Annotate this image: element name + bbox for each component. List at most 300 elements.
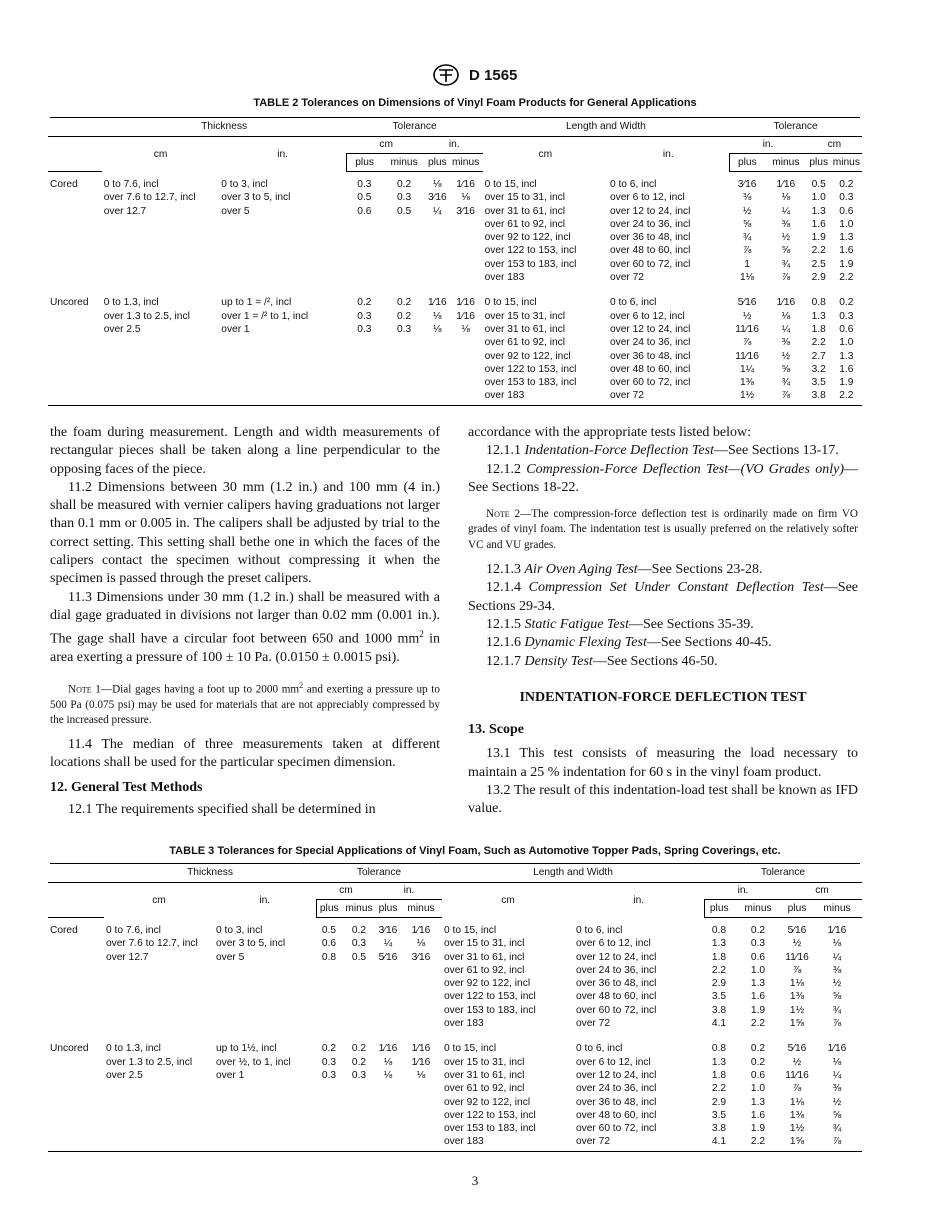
table-cell: ½ <box>781 350 791 362</box>
table-cell: 0.6 <box>321 938 337 950</box>
right-column <box>468 424 858 819</box>
table-cell <box>104 1135 214 1151</box>
table-cell <box>347 271 383 290</box>
row-group-label <box>48 1096 104 1109</box>
table3-thickness-header: Thickness <box>104 864 316 883</box>
table-cell: 0.5 <box>321 925 337 936</box>
table-row <box>48 323 862 336</box>
table-cell: 0.3 <box>839 310 854 322</box>
table-row <box>48 290 862 309</box>
table-cell <box>219 376 346 389</box>
table-cell: 5⁄16 <box>378 951 398 963</box>
table-cell: over 5 <box>221 205 250 217</box>
table-cell <box>426 218 449 231</box>
table-cell: 0.3 <box>321 1069 337 1081</box>
table-cell: over 12.7 <box>106 951 149 963</box>
table-cell <box>316 1004 342 1017</box>
table-cell: 2.2 <box>811 245 826 257</box>
table-cell <box>382 363 426 376</box>
table-cell <box>347 258 383 271</box>
table-row <box>48 1122 862 1135</box>
paragraph-11-4: 11.4 The median of three measurements taken at different locations shall be used for the particular specimen dimension. <box>50 737 440 771</box>
table-cell <box>347 389 383 405</box>
table2-minus-header: minus <box>831 154 862 172</box>
table-cell <box>219 244 346 257</box>
table-cell <box>316 977 342 990</box>
paragraph-13-1: 13.1 This test consists of measuring the load necessary to maintain a 25 % indentation for 60 s in the vinyl foam product. <box>468 746 858 780</box>
table-cell <box>316 990 342 1003</box>
table3-tol-cm-header: cm <box>339 885 353 897</box>
table-cell: 0.6 <box>357 205 372 217</box>
table-cell <box>426 271 449 290</box>
row-group-label <box>48 205 102 218</box>
table2-length-width-header: Length and Width <box>483 118 730 137</box>
section-heading-ifd: INDENTATION-FORCE DEFLECTION TEST <box>519 689 807 705</box>
table-row <box>48 1056 862 1069</box>
table-cell: over 12.7 <box>103 205 147 217</box>
table-row <box>48 231 862 244</box>
table3-length-width-header: Length and Width <box>442 864 704 883</box>
table-cell: 0.2 <box>750 1056 766 1068</box>
table-cell <box>426 231 449 244</box>
table3-plus-header: plus <box>376 900 400 918</box>
table-cell: over 24 to 36, incl <box>609 218 691 230</box>
table-cell: 1.0 <box>811 192 826 204</box>
table-cell: 5⁄16 <box>787 925 807 936</box>
table-cell: 5⁄16 <box>737 297 757 309</box>
table-cell: over 1 <box>221 323 250 335</box>
table-cell: 1⁄16 <box>411 1056 431 1068</box>
table-cell: over 12 to 24, incl <box>576 951 657 963</box>
table-cell: over 2.5 <box>106 1069 143 1081</box>
table-row <box>48 977 862 990</box>
table-cell: over 183 <box>483 389 608 405</box>
table-cell: 1⅛ <box>789 1096 805 1108</box>
table-cell: over 72 <box>608 389 729 405</box>
table-cell: 1⅛ <box>739 272 755 284</box>
table3-tol2-cm-header: cm <box>815 885 829 897</box>
table-row <box>48 376 862 389</box>
table2-tol2-in-header: in. <box>762 139 774 151</box>
table-cell: over 92 to 122, incl <box>484 350 571 362</box>
table-cell: 1.3 <box>750 1096 766 1108</box>
table3-plus-header: plus <box>316 900 342 918</box>
table-cell: ½ <box>792 938 802 950</box>
table-cell <box>400 1109 442 1122</box>
table-cell: 0.2 <box>839 179 854 190</box>
table-cell <box>102 258 220 271</box>
table-cell <box>342 1109 376 1122</box>
table-cell <box>347 231 383 244</box>
table-cell: 3⁄16 <box>411 951 431 963</box>
table-cell: ¾ <box>832 1004 842 1016</box>
table-cell <box>214 1122 316 1135</box>
table-cell: over 36 to 48, incl <box>576 1096 657 1108</box>
table-cell: 1.3 <box>750 978 766 990</box>
table-cell: 1⅝ <box>782 1135 812 1151</box>
table-cell <box>316 1096 342 1109</box>
table-cell: 0.6 <box>750 951 766 963</box>
table-cell: 1⅜ <box>789 991 805 1003</box>
table-cell <box>347 336 383 349</box>
table-cell: 0 to 15, incl <box>484 178 537 190</box>
table-cell: ¼ <box>832 1069 842 1081</box>
table-cell: over 48 to 60, incl <box>609 245 691 257</box>
table-row <box>48 951 862 964</box>
table-row <box>48 1036 862 1055</box>
table-cell: ⅛ <box>461 192 470 204</box>
table-cell: 0.3 <box>351 1069 367 1081</box>
table-cell: 3⁄16 <box>456 205 475 217</box>
table-row <box>48 205 862 218</box>
table-cell: 3.5 <box>811 377 826 389</box>
table-cell: 1.0 <box>839 337 854 349</box>
table-row <box>48 1082 862 1095</box>
table-cell: 3.8 <box>807 389 831 405</box>
table-cell: ½ <box>832 978 842 990</box>
astm-logo-icon <box>433 64 459 86</box>
table-cell: ⅞ <box>792 964 802 976</box>
table-cell <box>316 1122 342 1135</box>
row-group-label <box>48 310 102 323</box>
table-cell: 3.8 <box>711 1123 727 1135</box>
table-cell: 4.1 <box>704 1135 734 1151</box>
table-cell <box>342 1135 376 1151</box>
table2-in-header: in. <box>277 148 289 160</box>
table-cell: over 36 to 48, incl <box>576 978 657 990</box>
table-cell: up to 1½, incl <box>216 1043 277 1055</box>
table-cell <box>347 376 383 389</box>
row-group-label <box>48 1004 104 1017</box>
table-cell <box>382 350 426 363</box>
table-cell: over 24 to 36, incl <box>609 337 691 349</box>
table-cell <box>102 376 220 389</box>
paragraph-11-3: 11.3 Dimensions under 30 mm (1.2 in.) shall be measured with a dial gage graduated in divisions not larger than 0.02 mm (0.001 in.). The gage shall have a circular foot between 650 and 1000 $mm^2$ in area exerting a pressure of 100 ± 10 Pa. (0.0150 ± 0.0015 psi). <box>50 589 440 666</box>
table-cell: 0.2 <box>750 1043 766 1055</box>
note-1: Note 1—Dial gages having a foot up to 2000 $mm^2$ and exerting a pressure up to 500 Pa (0.075 psi) may be used for materials that are not appreciably compressed by the increased pressure. <box>50 680 440 726</box>
table-cell: over 6 to 12, incl <box>609 192 685 204</box>
table-cell: ¼ <box>433 205 442 217</box>
table-cell: ½ <box>781 232 791 244</box>
table-cell: 1.9 <box>839 258 854 270</box>
table-cell: over 60 to 72, incl <box>609 258 691 270</box>
table-cell <box>104 964 214 977</box>
table-cell: over 6 to 12, incl <box>576 938 651 950</box>
table-cell <box>400 990 442 1003</box>
table2-tol-in-header: in. <box>448 139 460 151</box>
table-cell: 1⁄16 <box>776 179 796 190</box>
row-group-label <box>48 951 104 964</box>
table-cell <box>219 271 346 290</box>
table-cell: 1.8 <box>711 1069 727 1081</box>
table-cell: ⅞ <box>812 1135 862 1151</box>
table-cell: over 3 to 5, incl <box>216 938 286 950</box>
table-cell <box>449 218 483 231</box>
table-row <box>48 964 862 977</box>
table-cell: over 1 <box>216 1069 245 1081</box>
table-row <box>48 310 862 323</box>
item-12-1-4: 12.1.4 Compression Set Under Constant Deflection Test—See Sections 29-34. <box>468 580 859 614</box>
row-group-label <box>48 323 102 336</box>
table-cell: ¾ <box>742 232 752 244</box>
table2-tol2-cm-header: cm <box>827 139 842 151</box>
table-cell <box>104 1096 214 1109</box>
table-cell: 11⁄16 <box>735 350 759 362</box>
table-cell <box>376 977 400 990</box>
table-cell: over 15 to 31, incl <box>484 192 566 204</box>
table-cell: 2.2 <box>831 389 862 405</box>
table-cell: 0.6 <box>839 205 854 217</box>
table-cell <box>219 231 346 244</box>
table2-minus-header: minus <box>382 154 426 172</box>
table-cell <box>400 1122 442 1135</box>
table-cell: ⅝ <box>832 991 842 1003</box>
table-cell: 0 to 6, incl <box>609 178 657 190</box>
table3-minus-header: minus <box>734 900 782 918</box>
table-cell: 1⁄16 <box>427 297 447 309</box>
table-cell: 5⁄16 <box>787 1043 807 1055</box>
table-cell: 1.0 <box>750 964 766 976</box>
table-cell: over 72 <box>574 1135 704 1151</box>
table-cell: ⅛ <box>416 938 426 950</box>
table-cell: over 122 to 153, incl <box>444 1109 536 1121</box>
table-cell: over 60 to 72, incl <box>609 377 691 389</box>
table-cell <box>342 1017 376 1036</box>
table-cell: 0 to 6, incl <box>576 1043 623 1055</box>
table2 <box>48 118 862 406</box>
table-cell: over 6 to 12, incl <box>609 310 685 322</box>
row-group-label <box>48 1056 104 1069</box>
table-cell <box>214 1017 316 1036</box>
table-cell <box>426 258 449 271</box>
table-cell <box>382 389 426 405</box>
table-cell: over 92 to 122, incl <box>444 978 531 990</box>
table-cell <box>102 244 220 257</box>
row-group-label: Uncored <box>50 1043 89 1055</box>
table-cell: over 153 to 183, incl <box>444 1004 536 1016</box>
row-group-label <box>48 231 102 244</box>
table-cell: over 48 to 60, incl <box>576 991 657 1003</box>
table2-caption: TABLE 2 Tolerances on Dimensions of Vinyl Foam Products for General Applications <box>253 97 697 109</box>
table-cell <box>102 363 220 376</box>
table-cell: 0.3 <box>397 323 412 335</box>
table-cell <box>104 977 214 990</box>
table-cell: over 36 to 48, incl <box>609 232 691 244</box>
table-cell: 1.6 <box>811 218 826 230</box>
table-cell: ⅜ <box>781 218 791 230</box>
row-group-label <box>48 363 102 376</box>
table3-body <box>48 918 862 1152</box>
table-cell: 2.9 <box>811 272 826 284</box>
table-cell: ⅝ <box>781 245 791 257</box>
table-cell: ⅜ <box>781 337 791 349</box>
table-cell: 0 to 15, incl <box>444 924 497 936</box>
table-cell: over 1.3 to 2.5, incl <box>103 310 190 322</box>
table-cell: 0.2 <box>357 297 372 309</box>
table-row <box>48 1017 862 1036</box>
paragraph-12-1: 12.1 The requirements specified shall be determined in <box>68 802 376 818</box>
table-cell <box>376 1096 400 1109</box>
table-cell: ⅛ <box>433 179 442 190</box>
table-cell: ½ <box>742 310 752 322</box>
table3-tol-in-header: in. <box>403 885 415 897</box>
section-12-heading: 12. General Test Methods <box>50 779 203 795</box>
table-cell <box>426 336 449 349</box>
table2-cm-header: cm <box>153 148 168 160</box>
table-row <box>48 172 862 192</box>
table-cell: ½ <box>832 1096 842 1108</box>
table-cell: ⅞ <box>832 1018 842 1030</box>
row-group-label <box>48 1069 104 1082</box>
table-cell: ⅝ <box>742 218 752 230</box>
table-cell <box>376 990 400 1003</box>
table-cell: 1.9 <box>839 377 854 389</box>
table-cell: 0.3 <box>750 938 766 950</box>
table2-plus-header: plus <box>426 154 449 172</box>
table3 <box>48 864 862 1152</box>
standard-designation: D 1565 <box>469 66 518 84</box>
table-cell <box>382 231 426 244</box>
table-cell: 1⅜ <box>789 1109 805 1121</box>
table-cell <box>104 990 214 1003</box>
table-cell: ⅝ <box>832 1109 842 1121</box>
table3-caption: TABLE 3 Tolerances for Special Applications of Vinyl Foam, Such as Automotive Topper Pads, Spring Coverings, etc. <box>169 845 781 857</box>
table-cell: ½ <box>792 1056 802 1068</box>
table-cell: over 12 to 24, incl <box>576 1069 657 1081</box>
table-cell: 3⁄16 <box>378 925 398 936</box>
table-cell: 1.3 <box>811 205 826 217</box>
table2-lw-cm-header: cm <box>538 148 553 160</box>
table-cell: 11⁄16 <box>735 323 759 335</box>
table-row <box>48 218 862 231</box>
table-cell: 1⁄16 <box>411 1043 431 1055</box>
table-cell: over 48 to 60, incl <box>609 363 691 375</box>
table-cell: 0.3 <box>321 1056 337 1068</box>
row-group-label <box>48 389 102 405</box>
table-cell <box>219 336 346 349</box>
table-cell: 2.9 <box>711 1096 727 1108</box>
table-cell: 1½ <box>729 389 765 405</box>
table-cell: 0.2 <box>750 925 766 936</box>
table-cell <box>342 1082 376 1095</box>
table-cell <box>426 350 449 363</box>
table-cell: 0.8 <box>711 1043 727 1055</box>
table-cell: over 153 to 183, incl <box>484 377 577 389</box>
table-cell <box>400 1096 442 1109</box>
table-cell: 1.3 <box>839 232 854 244</box>
table-cell: 0.2 <box>397 297 412 309</box>
item-12-1-6: 12.1.6 Dynamic Flexing Test—See Sections 40-45. <box>486 635 772 651</box>
table-row <box>48 258 862 271</box>
table-cell: over 31 to 61, incl <box>444 951 525 963</box>
table-cell: 3⁄16 <box>427 192 447 204</box>
table-cell <box>347 218 383 231</box>
table-cell: 1⁄16 <box>827 1043 847 1055</box>
table-cell <box>214 1096 316 1109</box>
paragraph-12-1-cont: accordance with the appropriate tests listed below: <box>468 425 752 440</box>
table-cell <box>426 363 449 376</box>
table-cell: over 61 to 92, incl <box>484 218 566 230</box>
table-cell <box>219 258 346 271</box>
table-cell: over 24 to 36, incl <box>576 964 657 976</box>
table-cell: ⅛ <box>781 310 791 322</box>
table-cell: ⅛ <box>832 938 842 950</box>
row-group-label: Cored <box>50 179 78 190</box>
table-cell <box>347 350 383 363</box>
table-row <box>48 1109 862 1122</box>
table-cell: 1.3 <box>711 938 727 950</box>
table-cell: over 1.3 to 2.5, incl <box>106 1056 193 1068</box>
table-cell <box>102 350 220 363</box>
table2-tol-cm-header: cm <box>379 139 394 151</box>
table-cell <box>376 964 400 977</box>
table-cell <box>426 376 449 389</box>
left-column <box>50 424 440 819</box>
row-group-label <box>48 937 104 950</box>
table-cell: over 61 to 92, incl <box>484 337 566 349</box>
table-cell <box>449 258 483 271</box>
table-cell: ⅞ <box>742 337 752 349</box>
item-12-1-2: 12.1.2 Compression-Force Deflection Test—(VO Grades only)—See Sections 18-22. <box>468 461 859 495</box>
table-cell: 0.5 <box>397 205 412 217</box>
table-cell <box>382 244 426 257</box>
table-cell <box>382 336 426 349</box>
table-cell: 11⁄16 <box>785 1069 809 1081</box>
table-cell <box>426 389 449 405</box>
table-cell <box>316 1082 342 1095</box>
table-cell <box>102 389 220 405</box>
table-cell: ⅞ <box>781 272 791 284</box>
table-cell: over 92 to 122, incl <box>484 232 571 244</box>
table-cell <box>102 231 220 244</box>
table-cell: over 36 to 48, incl <box>609 350 691 362</box>
table-cell: 1.6 <box>839 363 854 375</box>
table-cell <box>342 1122 376 1135</box>
table-cell: over 153 to 183, incl <box>444 1123 536 1135</box>
table-cell <box>347 363 383 376</box>
table-cell <box>449 271 483 290</box>
row-group-label <box>48 218 102 231</box>
table-cell <box>104 1122 214 1135</box>
table-cell: 0.2 <box>351 925 367 936</box>
table-cell <box>449 389 483 405</box>
table-cell <box>214 1082 316 1095</box>
table-cell: 1½ <box>789 1123 805 1135</box>
table-cell: 0.6 <box>750 1069 766 1081</box>
table-cell: ⅛ <box>433 310 442 322</box>
table-cell: over 31 to 61, incl <box>484 323 566 335</box>
row-group-label <box>48 258 102 271</box>
table-cell: over 15 to 31, incl <box>444 1056 525 1068</box>
table-cell: 0.3 <box>351 938 367 950</box>
table2-lw-in-header: in. <box>662 148 674 160</box>
table-cell <box>449 376 483 389</box>
table-cell: 0 to 6, incl <box>576 924 623 936</box>
table-cell <box>400 977 442 990</box>
table-cell: 3⁄16 <box>737 179 757 190</box>
table-cell <box>342 964 376 977</box>
table3-minus-header: minus <box>400 900 442 918</box>
table-cell: 4.1 <box>711 1018 727 1030</box>
table-cell: 1¼ <box>739 363 755 375</box>
page-header <box>0 64 950 86</box>
table-cell: 0 to 3, incl <box>216 924 263 936</box>
table-cell: 1⅝ <box>789 1018 805 1030</box>
table-cell <box>214 1135 316 1151</box>
table-cell <box>214 977 316 990</box>
table-cell: 2.2 <box>811 337 826 349</box>
table-cell: 0 to 7.6, incl <box>106 924 161 936</box>
